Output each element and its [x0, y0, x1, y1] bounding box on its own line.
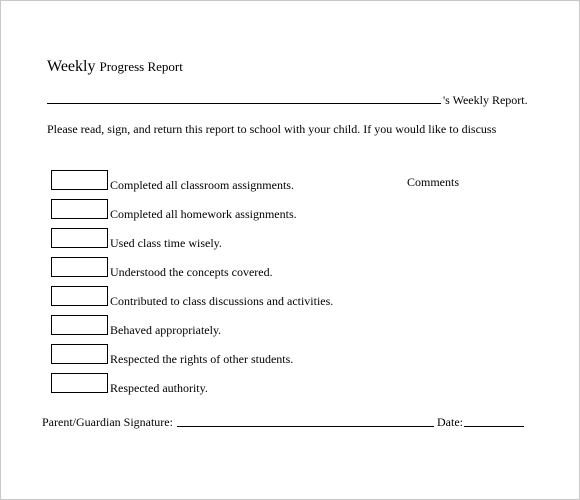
checklist-label: Used class time wisely.	[110, 236, 222, 250]
checklist-label: Completed all classroom assignments.	[110, 178, 294, 192]
checkbox[interactable]	[51, 315, 108, 335]
checklist-label: Contributed to class discussions and activities.	[110, 294, 334, 308]
student-name-line[interactable]	[47, 103, 441, 104]
checkbox[interactable]	[51, 170, 108, 190]
document-title	[47, 59, 183, 75]
weekly-report-suffix: 's Weekly Report.	[443, 93, 528, 107]
checklist-label: Completed all homework assignments.	[110, 207, 297, 221]
checklist-label: Respected authority.	[110, 381, 208, 395]
title-progress-report: Progress Report	[99, 59, 183, 74]
checkbox[interactable]	[51, 373, 108, 393]
checklist-label: Respected the rights of other students.	[110, 352, 294, 366]
date-line[interactable]	[464, 426, 524, 427]
date-label: Date:	[437, 415, 463, 429]
checkbox[interactable]	[51, 257, 108, 277]
checklist-label: Behaved appropriately.	[110, 323, 222, 337]
checkbox[interactable]	[51, 228, 108, 248]
signature-line[interactable]	[177, 426, 434, 427]
title-weekly: Weekly	[47, 58, 96, 75]
signature-label: Parent/Guardian Signature:	[42, 415, 173, 429]
checkbox[interactable]	[51, 286, 108, 306]
comments-label: Comments	[407, 175, 460, 189]
instructions-text: Please read, sign, and return this report to school with your child. If you would like to discuss	[47, 122, 497, 136]
checkbox[interactable]	[51, 344, 108, 364]
checklist-label: Understood the concepts covered.	[110, 265, 273, 279]
checkbox[interactable]	[51, 199, 108, 219]
